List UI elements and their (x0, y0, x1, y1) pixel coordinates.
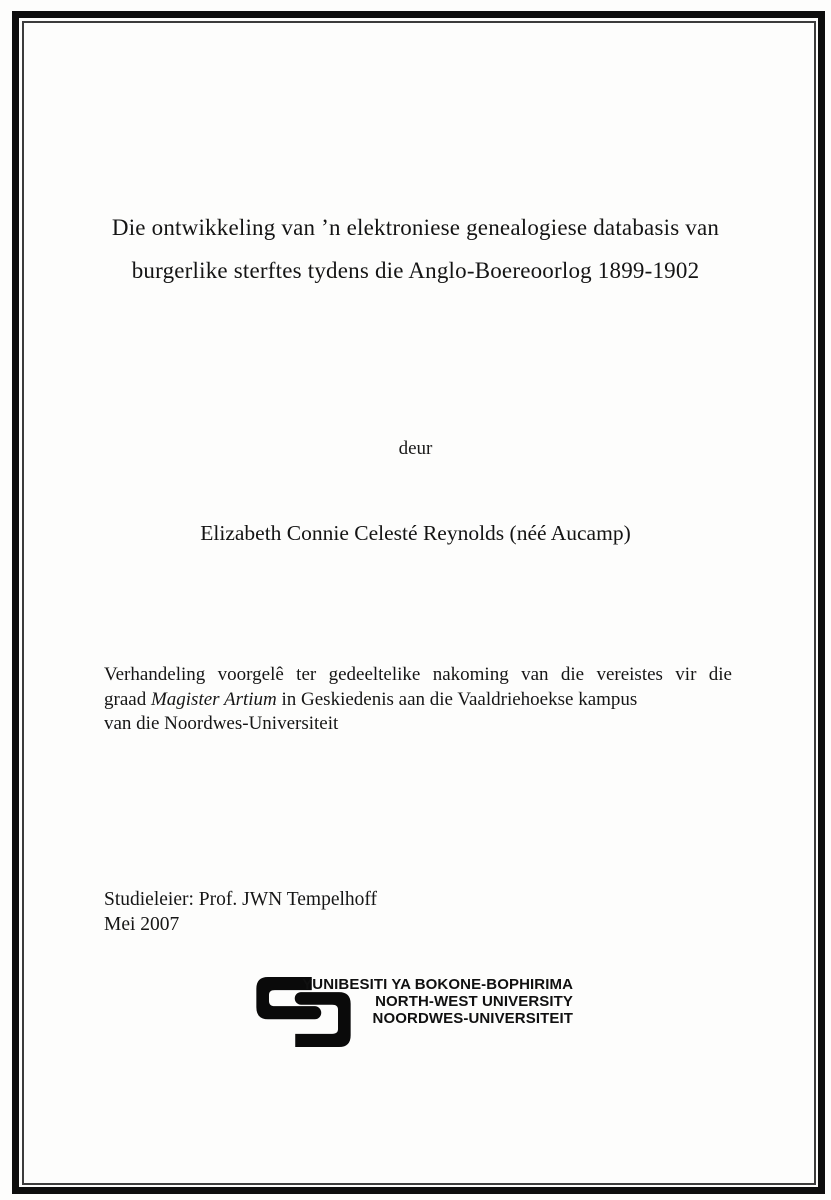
byline: deur (398, 438, 433, 459)
supervisor-line: Studieleier: Prof. JWN Tempelhoff (104, 889, 378, 910)
statement-line-2-post: in Geskiedenis aan die Vaaldriehoekse kampus (276, 688, 638, 710)
university-logo-wordmark (302, 976, 573, 1027)
author-name: Elizabeth Connie Celesté Reynolds (néé Aucamp) (200, 521, 631, 545)
title-line-2: burgerlike sterftes tydens die Anglo-Boereoorlog 1899-1902 (131, 258, 700, 283)
logo-line-english: NORTH-WEST UNIVERSITY (375, 993, 573, 1010)
supervisor-block (104, 888, 377, 937)
degree-name: Magister Artium (150, 688, 277, 710)
statement-line-2-pre: graad (104, 688, 151, 710)
statement-line-3: van die Noordwes-Universiteit (104, 713, 339, 734)
date-line: Mei 2007 (104, 913, 180, 935)
degree-statement (104, 663, 732, 737)
statement-line-2 (104, 688, 732, 713)
title-line-1: Die ontwikkeling van ’n elektroniese genealogiese databasis van (111, 215, 720, 240)
page-title (60, 206, 771, 292)
university-logo (0, 975, 831, 1055)
statement-line-1: Verhandeling voorgelê ter gedeeltelike nakoming van die vereistes vir die (104, 664, 732, 685)
logo-line-setswana: YUNIBESITI YA BOKONE-BOPHIRIMA (302, 976, 573, 993)
logo-line-afrikaans: NOORDWES-UNIVERSITEIT (372, 1010, 573, 1027)
